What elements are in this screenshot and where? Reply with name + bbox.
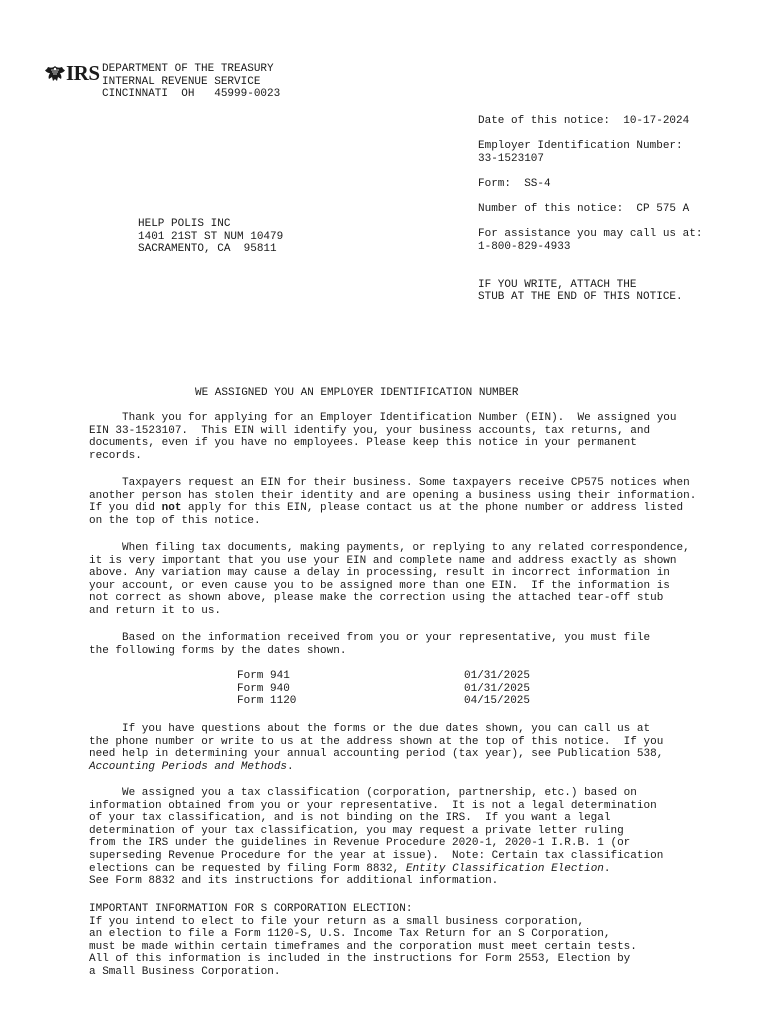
paragraph-identity-warning xyxy=(89,477,696,527)
paragraph-questions xyxy=(89,723,663,773)
paragraph-text: . See Form 8832 and its instructions for additional information. xyxy=(89,862,611,888)
form-title: Entity Classification Election xyxy=(405,862,604,875)
paragraph-ein-assigned: Thank you for applying for an Employer Identification Number (EIN). We assigned you EIN 33-1523107. This EIN will identify you, your business accounts, tax returns, and documents, even if you have no employees. Please keep this notice in your permanent records. xyxy=(89,412,677,462)
table-row xyxy=(237,670,537,683)
notice-info xyxy=(478,115,702,304)
recipient-address xyxy=(138,218,283,256)
paragraph-text: Taxpayers request an EIN for their business. Some taxpayers receive CP575 notices when another person has stolen their identity and are opening a business using their information. If you did xyxy=(89,477,697,515)
paragraph-text: If you have questions about the forms or the due dates shown, you can call us at the phone number or write to us at the address shown at the top of this notice. If you need help in determining your annual accounting period (tax year), see Publication 538, xyxy=(89,723,664,761)
table-row xyxy=(237,695,537,708)
table-row xyxy=(237,683,537,696)
write-instruction: IF YOU WRITE, ATTACH THE xyxy=(478,278,637,291)
ein-value: 33-1523107 xyxy=(478,152,545,165)
paragraph-s-corp-election: IMPORTANT INFORMATION FOR S CORPORATION ELECTION: If you intend to elect to file your return as a small business corporation, an election to file a Form 1120-S, U.S. Income Tax Return for an S Corporation, must be made within certain timeframes and the corporation must meet certain tests. All of this information is included in the instructions for Form 2553, Election by a Small Business Corporation. xyxy=(89,903,637,978)
recipient-city: SACRAMENTO, CA 95811 xyxy=(138,243,277,256)
paragraph-tax-classification xyxy=(89,787,663,888)
paragraph-forms-intro: Based on the information received from you or your representative, you must file the following forms by the dates shown. xyxy=(89,632,651,657)
agency-line: INTERNAL REVENUE SERVICE xyxy=(102,75,261,88)
agency-address xyxy=(102,63,280,101)
paragraph-text: . xyxy=(287,760,294,773)
form-name: Form 1120 xyxy=(237,695,297,708)
form-due-date: 01/31/2025 xyxy=(464,670,531,682)
write-instruction: STUB AT THE END OF THIS NOTICE. xyxy=(478,291,683,304)
form-name: Form 940 xyxy=(237,682,290,695)
agency-line: CINCINNATI OH 45999-0023 xyxy=(102,88,281,101)
irs-eagle-icon xyxy=(44,65,66,83)
notice-date: Date of this notice: 10-17-2024 xyxy=(478,115,690,127)
assist-label: For assistance you may call us at: xyxy=(478,228,703,241)
assist-phone: 1-800-829-4933 xyxy=(478,240,571,253)
paragraph-text: We assigned you a tax classification (corporation, partnership, etc.) based on information obtained from you or your representative. It is not a legal determination of your tax classification, and is not binding on the IRS. If you want a legal determination of your tax classification, you may request a private letter ruling from the IRS under the guidelines in Revenue Procedure 2020-1, 2020-1 I.R.B. 1 (or superseding Revenue Procedure for the year at issue). Note: Certain tax classification elections can be requested by filing Form 8832, xyxy=(89,787,664,875)
form-due-date: 01/31/2025 xyxy=(464,682,531,695)
emphasis-not: not xyxy=(161,502,182,515)
recipient-street: 1401 21ST ST NUM 10479 xyxy=(138,230,284,243)
irs-logo-text: IRS xyxy=(66,61,100,85)
form-name: Form 941 xyxy=(237,670,290,682)
publication-title: Accounting Periods and Methods xyxy=(89,760,288,773)
form-due-date: 04/15/2025 xyxy=(464,695,531,708)
notice-heading: WE ASSIGNED YOU AN EMPLOYER IDENTIFICATION NUMBER xyxy=(195,387,519,399)
agency-line: DEPARTMENT OF THE TREASURY xyxy=(102,63,274,75)
forms-due-table xyxy=(237,670,537,708)
irs-logo xyxy=(44,63,102,85)
notice-number: Number of this notice: CP 575 A xyxy=(478,203,690,216)
recipient-name: HELP POLIS INC xyxy=(138,218,231,230)
ein-label: Employer Identification Number: xyxy=(478,140,683,153)
form-line: Form: SS-4 xyxy=(478,177,551,190)
paragraph-filing-instructions: When filing tax documents, making payments, or replying to any related correspondence, it is very important that you use your EIN and complete name and address exactly as shown above. Any variation may cause a delay in processing, result in incorrect information in your account, or even cause you to be assigned more than one EIN. If the information is not correct as shown above, please make the correction using the attached tear-off stub and return it to us. xyxy=(89,542,690,617)
paragraph-text: apply for this EIN, please contact us at the phone number or address listed on the top of this notice. xyxy=(89,502,684,527)
